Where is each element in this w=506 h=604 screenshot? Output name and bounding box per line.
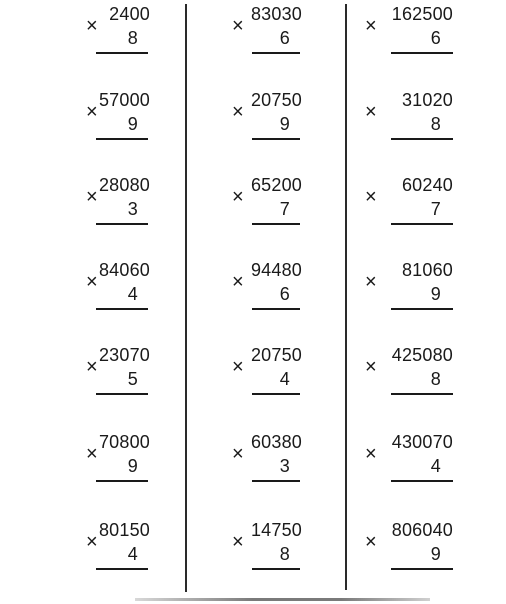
- multiplicand: 60380: [250, 432, 302, 452]
- answer-line: [391, 568, 453, 570]
- multiplication-problem: [365, 432, 506, 502]
- answer-line: [252, 568, 300, 570]
- multiplier: 7: [430, 199, 441, 219]
- answer-line: [391, 223, 453, 225]
- multiplicand: 425080: [391, 345, 453, 365]
- multiplicand: 28080: [98, 175, 150, 195]
- answer-line: [391, 480, 453, 482]
- answer-line: [252, 308, 300, 310]
- multiplier: 3: [127, 199, 138, 219]
- answer-line: [391, 308, 453, 310]
- answer-line: [391, 138, 453, 140]
- times-sign: ×: [365, 443, 377, 465]
- multiplication-problem: [365, 4, 506, 74]
- multiplication-problem: [78, 520, 228, 590]
- multiplication-problem: [228, 4, 378, 74]
- multiplication-problem: [78, 175, 228, 245]
- multiplier: 8: [430, 369, 441, 389]
- times-sign: ×: [232, 443, 244, 465]
- multiplication-problem: [78, 260, 228, 330]
- times-sign: ×: [232, 15, 244, 37]
- multiplier: 4: [430, 456, 441, 476]
- times-sign: ×: [86, 356, 98, 378]
- multiplier: 9: [127, 456, 138, 476]
- multiplier: 8: [279, 544, 290, 564]
- multiplicand: 83030: [250, 4, 302, 24]
- answer-line: [391, 393, 453, 395]
- times-sign: ×: [365, 186, 377, 208]
- multiplication-problem: [78, 345, 228, 415]
- answer-line: [96, 568, 148, 570]
- multiplier: 9: [127, 114, 138, 134]
- multiplier: 6: [279, 28, 290, 48]
- multiplication-problem: [228, 520, 378, 590]
- multiplication-problem: [78, 4, 228, 74]
- multiplicand: 80150: [98, 520, 150, 540]
- multiplicand: 60240: [401, 175, 453, 195]
- multiplier: 4: [279, 369, 290, 389]
- answer-line: [252, 52, 300, 54]
- multiplication-problem: [228, 175, 378, 245]
- times-sign: ×: [86, 15, 98, 37]
- multiplication-problem: [365, 90, 506, 160]
- multiplier: 6: [430, 28, 441, 48]
- answer-line: [252, 393, 300, 395]
- multiplication-problem: [365, 260, 506, 330]
- answer-line: [252, 480, 300, 482]
- times-sign: ×: [86, 186, 98, 208]
- multiplicand: 57000: [98, 90, 150, 110]
- multiplicand: 14750: [250, 520, 302, 540]
- multiplier: 6: [279, 284, 290, 304]
- multiplication-problem: [365, 345, 506, 415]
- times-sign: ×: [365, 101, 377, 123]
- multiplier: 7: [279, 199, 290, 219]
- multiplier: 4: [127, 284, 138, 304]
- times-sign: ×: [232, 531, 244, 553]
- multiplier: 3: [279, 456, 290, 476]
- times-sign: ×: [232, 186, 244, 208]
- answer-line: [96, 393, 148, 395]
- multiplier: 8: [430, 114, 441, 134]
- multiplier: 4: [127, 544, 138, 564]
- multiplicand: 430070: [391, 432, 453, 452]
- multiplicand: 94480: [250, 260, 302, 280]
- times-sign: ×: [232, 356, 244, 378]
- multiplicand: 70800: [98, 432, 150, 452]
- multiplication-problem: [228, 432, 378, 502]
- times-sign: ×: [86, 271, 98, 293]
- multiplicand: 65200: [250, 175, 302, 195]
- answer-line: [96, 52, 148, 54]
- answer-line: [96, 308, 148, 310]
- multiplier: 9: [279, 114, 290, 134]
- problem-column: [78, 0, 228, 604]
- times-sign: ×: [232, 101, 244, 123]
- answer-line: [252, 223, 300, 225]
- times-sign: ×: [86, 531, 98, 553]
- problem-column: [365, 0, 506, 604]
- multiplicand: 31020: [401, 90, 453, 110]
- multiplicand: 23070: [98, 345, 150, 365]
- multiplier: 5: [127, 369, 138, 389]
- times-sign: ×: [365, 531, 377, 553]
- multiplicand: 2400: [109, 4, 150, 24]
- multiplication-problem: [78, 432, 228, 502]
- multiplier: 9: [430, 284, 441, 304]
- multiplication-problem: [365, 520, 506, 590]
- times-sign: ×: [365, 356, 377, 378]
- multiplication-problem: [228, 345, 378, 415]
- multiplication-problem: [78, 90, 228, 160]
- times-sign: ×: [365, 271, 377, 293]
- multiplication-problem: [228, 90, 378, 160]
- multiplicand: 81060: [401, 260, 453, 280]
- times-sign: ×: [86, 443, 98, 465]
- times-sign: ×: [365, 15, 377, 37]
- times-sign: ×: [86, 101, 98, 123]
- answer-line: [96, 223, 148, 225]
- multiplication-problem: [365, 175, 506, 245]
- answer-line: [96, 480, 148, 482]
- answer-line: [96, 138, 148, 140]
- times-sign: ×: [232, 271, 244, 293]
- multiplicand: 20750: [250, 90, 302, 110]
- multiplier: 9: [430, 544, 441, 564]
- multiplicand: 162500: [391, 4, 453, 24]
- multiplicand: 20750: [250, 345, 302, 365]
- problem-column: [228, 0, 378, 604]
- multiplicand: 806040: [391, 520, 453, 540]
- multiplicand: 84060: [98, 260, 150, 280]
- multiplier: 8: [127, 28, 138, 48]
- multiplication-problem: [228, 260, 378, 330]
- answer-line: [252, 138, 300, 140]
- answer-line: [391, 52, 453, 54]
